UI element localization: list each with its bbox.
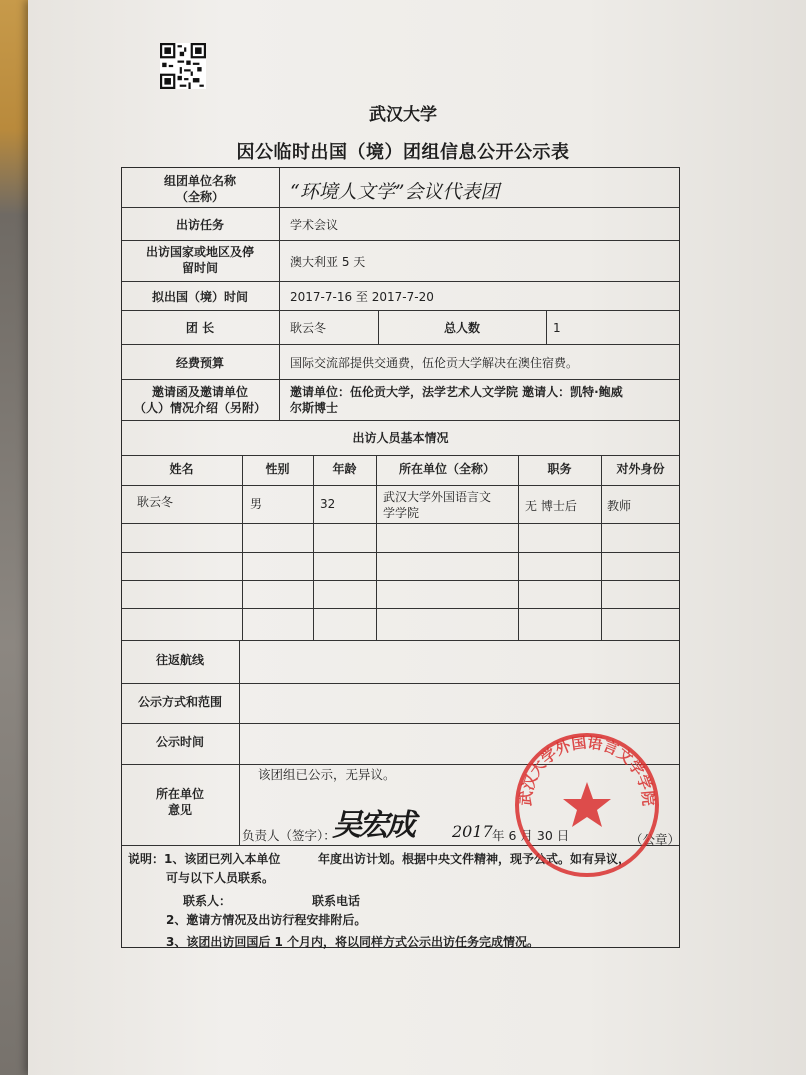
signer-prefix: 负责人（签字）： [242, 828, 336, 843]
members-section-title: 出访人员基本情况 [352, 431, 449, 445]
budget-value: 国际交流部提供交通费，伍伦贡大学解决在澳住宿费。 [290, 356, 579, 370]
seal-suffix: （公章） [630, 832, 681, 847]
official-stamp [512, 730, 662, 880]
org-name-label: 组团单位名称 （全称） [163, 174, 236, 204]
note-line-3: 2、邀请方情况及出访行程安排附后。 [166, 913, 367, 927]
contact-label: 联系人： [183, 894, 232, 908]
budget-label: 经费预算 [175, 356, 224, 370]
note-line-1: 说明：1、该团已列入本单位 年度出访计划。根据中央文件精神，现予公式。如有异议， [128, 852, 630, 866]
member-unit: 武汉大学外国语言文 学学院 [383, 490, 492, 520]
member-age: 32 [320, 497, 336, 511]
member-position: 无 博士后 [525, 499, 577, 513]
member-identity: 教师 [607, 499, 632, 513]
note-line-4: 3、该团出访回国后 1 个月内，将以同样方式公示出访任务完成情况。 [166, 935, 540, 949]
opinion-label: 所在单位 意见 [155, 787, 204, 817]
invitation-value: 邀请单位：伍伦贡大学，法学艺术人文学院 邀请人：凯特·鲍威 尔斯博士 [290, 385, 623, 415]
total-value: 1 [553, 321, 561, 335]
signature: 吴宏成 [332, 808, 413, 843]
member-gender: 男 [250, 497, 263, 511]
member-name: 耿云冬 [137, 495, 174, 509]
country-label: 出访国家或地区及停 留时间 [145, 245, 254, 275]
opinion-statement: 该团组已公示，无异议。 [258, 767, 396, 782]
country-value: 澳大利亚 5 天 [290, 255, 366, 269]
dates-label: 拟出国（境）时间 [151, 290, 248, 304]
route-label: 往返航线 [155, 653, 204, 667]
dates-value: 2017-7-16 至 2017-7-20 [290, 290, 434, 304]
date-year: 2017 [452, 822, 493, 841]
task-value: 学术会议 [290, 218, 339, 232]
leader-value: 耿云冬 [290, 321, 327, 335]
university-name: 武汉大学 [369, 105, 437, 125]
publicity-label: 公示方式和范围 [137, 695, 222, 709]
col-header-unit: 所在单位（全称） [398, 462, 495, 476]
date-text: 年 6 月 30 日 [492, 828, 570, 843]
form-title: 因公临时出国（境）团组信息公开公示表 [236, 142, 570, 163]
total-label: 总人数 [443, 321, 480, 335]
invitation-label: 邀请函及邀请单位 （人）情况介绍（另附） [133, 385, 266, 415]
task-label: 出访任务 [175, 218, 224, 232]
col-header-position: 职务 [547, 462, 572, 476]
publicity-time-label: 公示时间 [155, 735, 204, 749]
col-header-gender: 性别 [265, 462, 290, 476]
col-header-age: 年龄 [332, 462, 357, 476]
note-line-2: 可与以下人员联系。 [166, 871, 275, 885]
stamp-text: 武汉大学外国语言文学学院 [516, 733, 658, 807]
col-header-identity: 对外身份 [616, 462, 665, 476]
qr-code-icon [160, 43, 206, 89]
org-name-value: “环境人文学”会议代表团 [290, 181, 500, 203]
leader-label: 团 长 [185, 321, 215, 335]
col-header-name: 姓名 [169, 462, 194, 476]
phone-label: 联系电话 [312, 894, 361, 908]
